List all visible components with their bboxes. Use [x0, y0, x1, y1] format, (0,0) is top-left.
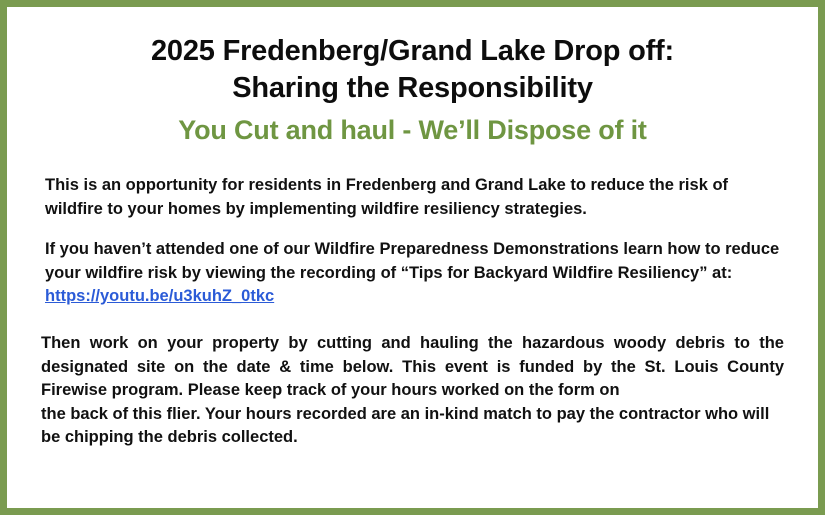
page-subtitle: You Cut and haul - We’ll Dispose of it	[178, 115, 647, 146]
title-block	[29, 33, 796, 148]
youtube-recording-link[interactable]: https://youtu.be/u3kuhZ_0tkc	[45, 287, 275, 305]
paragraph-demonstrations-text: If you haven’t attended one of our Wildfire Preparedness Demonstrations learn how to reduce your wildfire risk by viewing the recording of “Tips for Backyard Wildfire Resiliency” at:	[45, 240, 780, 282]
paragraph-instructions-main: Then work on your property by cutting and hauling the hazardous woody debris to the designated site on the date & time below. This event is funded by the St. Louis County Firewise program. Please keep track of your hours worked on the form on	[41, 334, 784, 400]
paragraph-intro: This is an opportunity for residents in Fredenberg and Grand Lake to reduce the risk of wildfire to your homes by implementing wildfire resiliency strategies.	[45, 176, 729, 218]
page-title-line-1: 2025 Fredenberg/Grand Lake Drop off:	[151, 35, 674, 67]
paragraph-instructions-tail: the back of this flier. Your hours recorded are an in-kind match to pay the contractor who will be chipping the debris collected.	[41, 404, 770, 447]
body-block	[29, 174, 796, 449]
paragraph-instructions	[31, 332, 790, 449]
page-title-line-2: Sharing the Responsibility	[232, 72, 593, 105]
paragraph-demonstrations	[31, 238, 790, 308]
